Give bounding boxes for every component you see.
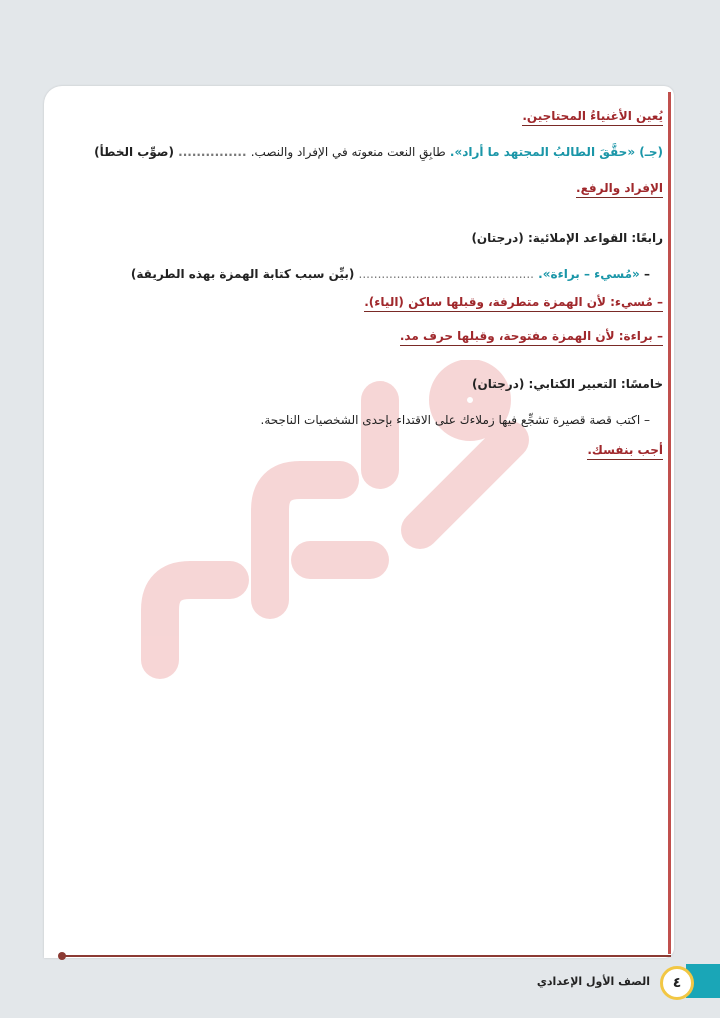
answer-line-3 bbox=[364, 294, 663, 310]
question-c bbox=[94, 144, 663, 160]
section-5-title: خامسًا: التعبير الكتابي: (درجتان) bbox=[472, 377, 663, 391]
section-5-question: – اكتب قصة قصيرة تشجِّع فيها زملاءك على الاقتداء بإحدى الشخصيات الناجحة. bbox=[260, 413, 650, 427]
question-instruction: طابِقِ النعت منعوته في الإفراد والنصب. bbox=[250, 145, 446, 159]
grade-label: الصف الأول الإعدادي bbox=[536, 975, 650, 988]
question-task: (بيِّن سبب كتابة الهمزة بهذه الطريقة) bbox=[130, 267, 355, 281]
answer-text: – مُسيء: لأن الهمزة متطرفة، وقبلها ساكن (الياء). bbox=[364, 295, 663, 312]
question-quote: «مُسيء – براءة». bbox=[538, 267, 640, 281]
section-4-title: رابعًا: القواعد الإملائية: (درجتان) bbox=[471, 231, 663, 245]
answer-text: يُعين الأغنياءُ المحتاجين. bbox=[522, 109, 663, 126]
page-number-badge: ٤ bbox=[660, 966, 694, 1000]
question-task: (صوِّب الخطأ) bbox=[94, 145, 174, 159]
answer-text: – براءة: لأن الهمزة مفتوحة، وقبلها حرف مد. bbox=[400, 329, 663, 346]
bottom-rule bbox=[62, 955, 671, 957]
answer-dots: ............... bbox=[178, 145, 247, 159]
answer-text: الإفراد والرفع. bbox=[576, 181, 663, 198]
answer-line-2 bbox=[576, 180, 663, 196]
document-page bbox=[44, 86, 674, 958]
question-label: (جـ) bbox=[639, 145, 663, 159]
question-quote: «حقَّقَ الطالبُ المجتهد ما أراد». bbox=[449, 145, 636, 159]
bullet-dash: – bbox=[644, 267, 650, 281]
answer-line-5 bbox=[587, 442, 663, 458]
answer-line-4 bbox=[400, 328, 663, 344]
answer-line-1 bbox=[522, 108, 663, 124]
section-4-question bbox=[131, 266, 650, 282]
page-frame-line bbox=[668, 92, 671, 954]
answer-dots: .............................................. bbox=[358, 267, 534, 281]
bottom-rule-dot bbox=[58, 952, 66, 960]
answer-text: أجب بنفسك. bbox=[587, 443, 663, 460]
